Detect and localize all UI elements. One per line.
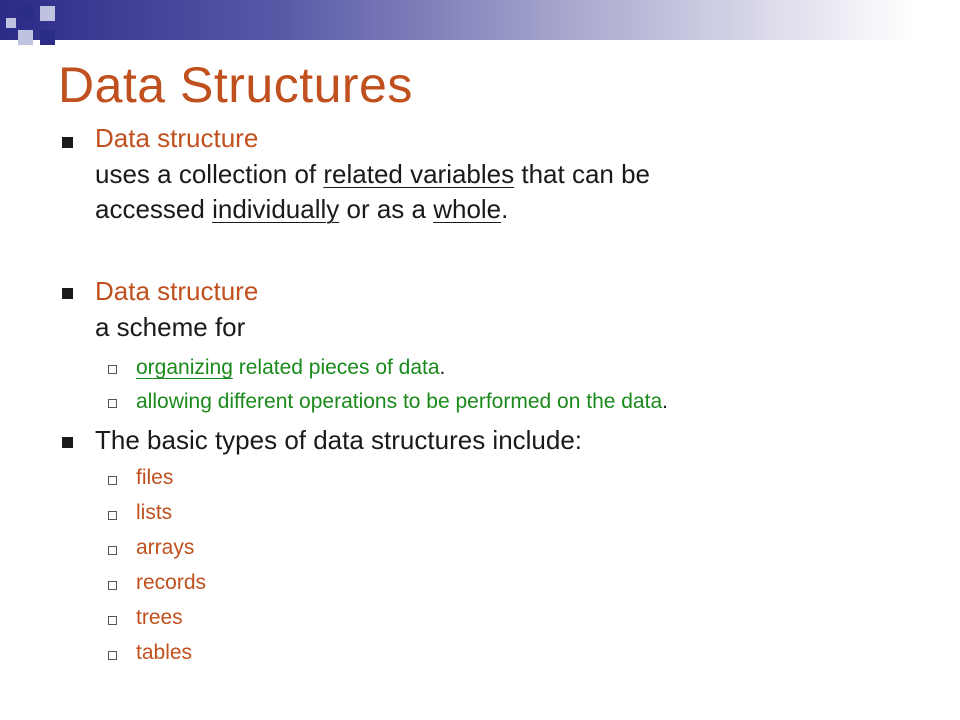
text-span: . — [439, 356, 446, 379]
bullet-heading: The basic types of data structures include: — [95, 425, 583, 455]
sub-bullet-item: tables — [136, 641, 193, 664]
sub-bullet-item: trees — [136, 606, 183, 629]
text-span: accessed — [95, 194, 213, 224]
hollow-square-bullet-icon — [108, 546, 117, 555]
hollow-square-bullet-icon — [108, 616, 117, 625]
bullet-text-line: a scheme for — [95, 312, 246, 342]
decor-square — [18, 30, 33, 45]
decor-square — [6, 18, 16, 28]
decor-square — [40, 6, 55, 21]
bullet-square-icon — [62, 137, 73, 148]
sub-bullet-item — [136, 390, 668, 414]
hollow-square-bullet-icon — [108, 399, 117, 408]
bullet-square-icon — [62, 288, 73, 299]
text-span: uses a collection of — [95, 159, 324, 189]
sub-bullet-item: lists — [136, 501, 173, 524]
hollow-square-bullet-icon — [108, 651, 117, 660]
sub-bullet-item: files — [136, 466, 174, 489]
bullet-heading: Data structure — [95, 123, 259, 153]
header-band — [0, 0, 960, 40]
bullet-heading: Data structure — [95, 276, 259, 306]
text-span: . — [662, 390, 668, 413]
text-span: allowing different operations to be performed on the data — [136, 390, 663, 413]
bullet-square-icon — [62, 437, 73, 448]
hollow-square-bullet-icon — [108, 476, 117, 485]
underlined-term: organizing — [136, 356, 233, 379]
text-span: that can be — [514, 159, 651, 189]
sub-bullet-item — [136, 356, 445, 380]
text-span: or as a — [339, 194, 434, 224]
hollow-square-bullet-icon — [108, 581, 117, 590]
underlined-term: whole — [433, 194, 502, 224]
underlined-term: individually — [212, 194, 340, 224]
decor-square — [18, 6, 33, 21]
text-span: . — [501, 194, 509, 224]
underlined-term: related variables — [323, 159, 515, 189]
bullet-text-line — [95, 159, 650, 190]
slide-title: Data Structures — [58, 57, 413, 113]
text-span: related pieces of data — [232, 356, 440, 379]
decor-square — [40, 30, 55, 45]
hollow-square-bullet-icon — [108, 511, 117, 520]
sub-bullet-item: records — [136, 571, 207, 594]
hollow-square-bullet-icon — [108, 365, 117, 374]
bullet-text-line — [95, 194, 508, 225]
header-band-fade — [0, 40, 960, 46]
sub-bullet-item: arrays — [136, 536, 195, 559]
